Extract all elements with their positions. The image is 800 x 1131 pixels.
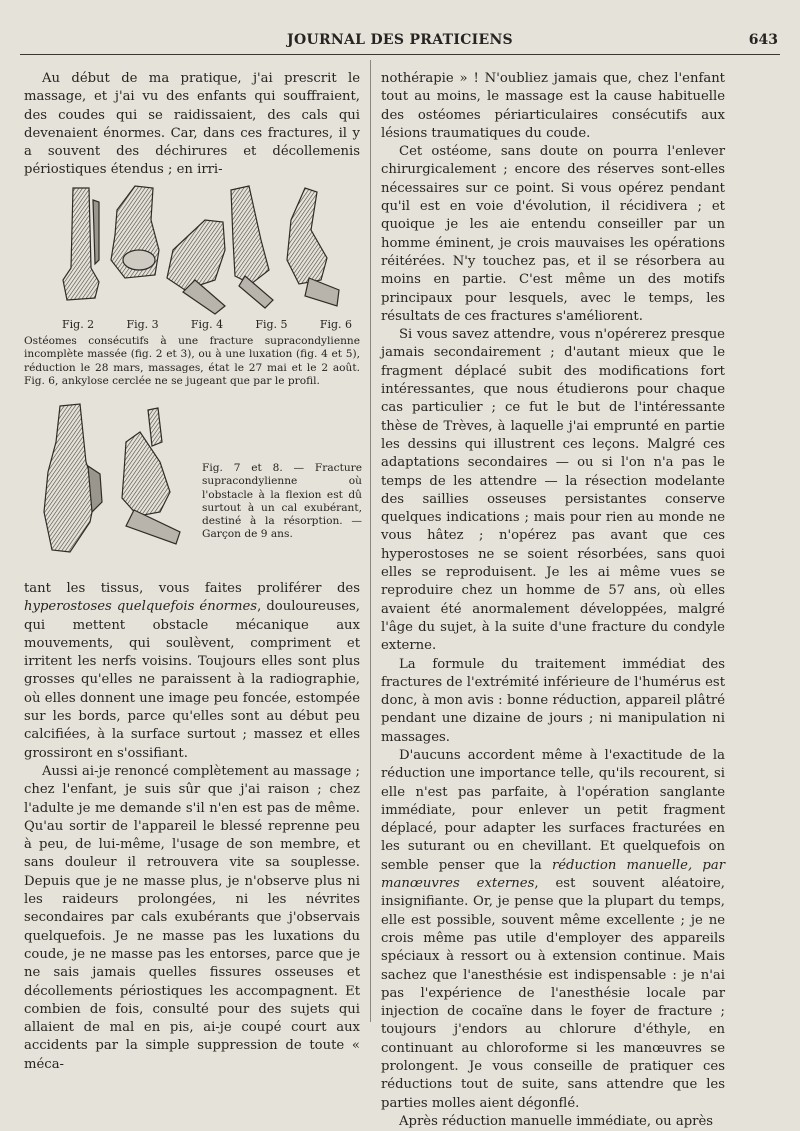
figure-bones-7-8 xyxy=(30,402,190,558)
paragraph: nothérapie » ! N'oubliez jamais que, chez l'enfant tout au moins, le massage est la cause habituelle des ostéomes périarticulaires consécutifs aux lésions traumatiques du coude. xyxy=(381,71,725,141)
column-left-bottom xyxy=(24,580,360,1074)
paragraph: Cet ostéome, sans doute on pourra l'enlever chirurgicalement ; encore des réserves sont-elles nécessaires sur ce point. Si vous opérez pendant qu'il est en voie d'évolution, il récidivera ; et quoique je les aie entendu conseiller par un homme éminent, je crois mauvaises les opérations réitérées. N'y touchez pas, et il se résorbera au moins en partie. C'est même un des motifs principaux pour lesquels, avec le temps, les résultats de ces fractures s'améliorent. xyxy=(381,144,725,324)
fig3-drawing xyxy=(111,186,159,278)
fig-label: Fig. 4 xyxy=(190,318,224,331)
paragraph: D'aucuns accordent même à l'exactitude de la réduction une importance telle, qu'ils recourent, si elle n'est pas parfaite, à l'opération sanglante immédiate, pour enlever un petit fragment déplacé, pour adapter les surfaces fracturées en les suturant ou en chevillant. Et quelquefois on semble penser que la réduction manuelle, par manœuvres externes, est souvent aléatoire, insignifiante. Or, je pense que la plupart du temps, elle est possible, souvent même excellente ; je ne crois même pas utile d'employer des appareils spéciaux à ressort ou à extension continue. Mais sachez que l'anesthésie est indispensable : je n'ai pas l'expérience de l'anesthésie locale par injection de cocaïne dans le foyer de fracture ; toujours j'endors au chlorure d'éthyle, en continuant au chloroforme si les manœuvres se prolongent. Je vous conseille de pratiquer ces réductions tout de suite, sans attendre que les parties molles aient dégonflé. xyxy=(381,747,725,1111)
paragraph: Si vous savez attendre, vous n'opérerez presque jamais secondairement ; d'autant mieux que le fragment déplacé subit des modifications fort intéressantes, que nous étudierons pour chaque cas particulier ; ce fut le but de l'intéressante thèse de Trèves, à laquelle j'ai emprunté en partie les dessins qui illustrent ces leçons. Malgré ces adaptations secondaires — ou si l'on n'a pas le temps de les attendre — la résection modelante des saillies osseuses persistantes conserve quelques indications ; mais pour rien au monde ne vous hâtez ; n'opérez pas avant que ces hyperostoses ne se soient résorbées, sans quoi elles se reproduisent. Je les ai même vues se reproduire chez un homme de 57 ans, où elles avaient été anormalement développées, malgré l'âge du sujet, à la suite d'une fracture du condyle externe. xyxy=(381,327,725,654)
column-divider xyxy=(370,60,371,1022)
paragraph: Aussi ai-je renoncé complètement au massage ; chez l'enfant, je suis sûr que j'ai raison ; chez l'adulte je me demande s'il n'en est pas de même. Qu'au sortir de l'appareil le blessé reprenne peu à peu, de lui-même, l'usage de son membre, et sans douleur il retrouvera vite sa souplesse. Depuis que je ne masse plus, je n'observe plus ni les raideurs prolongées, ni les névrites secondaires par cals exubérants que j'observais quelquefois. Je ne masse pas les luxations du coude, je ne masse pas les entorses, parce que je ne sais jamais quelles fissures osseuses et décollements périostiques les accompagnent. Et combien de fois, consulté pour des sujets qui allaient de mal en pis, ai-je coupé court aux accidents par la simple suppression de toute « méca- xyxy=(24,763,360,1072)
fig2-drawing xyxy=(63,188,99,300)
fig8-drawing xyxy=(122,408,180,544)
fig5-drawing xyxy=(231,186,273,308)
figure1-labels xyxy=(62,318,352,331)
journal-title: JOURNAL DES PRATICIENS xyxy=(287,32,513,48)
fig-label: Fig. 6 xyxy=(319,318,352,331)
fig4-drawing xyxy=(167,220,225,314)
figure1-caption: Ostéomes consécutifs à une fracture supracondylienne incomplète massée (fig. 2 et 3), ou à une luxation (fig. 4 et 5), réduction le 28 mars, massages, état le 27 mai et le 2 août. Fig. 6, ankylose cerclée ne se jugeant que par le profil. xyxy=(24,335,360,387)
fig-label: Fig. 3 xyxy=(126,318,159,331)
page-number: 643 xyxy=(748,32,778,48)
column-left-top xyxy=(24,70,360,180)
fig7-drawing xyxy=(44,404,102,552)
figure2-caption: Fig. 7 et 8. — Fracture supracondylienne où l'obstacle à la flexion est dû surtout à un cal exubérant, destiné à la résorption. — Garçon de 9 ans. xyxy=(202,462,362,541)
fig-label: Fig. 2 xyxy=(62,318,95,331)
paragraph: Au début de ma pratique, j'ai prescrit le massage, et j'ai vu des enfants qui souffraient, des coudes qui se raidissaient, des cals qui devenaient énormes. Car, dans ces fractures, il y a souvent des déchirures et décollemenis périostiques étendus ; en irri- xyxy=(24,71,360,178)
fig-label: Fig. 5 xyxy=(255,318,288,331)
header-rule xyxy=(20,54,780,55)
paragraph: Après réduction manuelle immédiate, ou après xyxy=(399,1113,714,1129)
figure-bones-2-6 xyxy=(55,180,355,316)
column-right xyxy=(381,70,725,1131)
paragraph: tant les tissus, vous faites proliférer des hyperostoses quelquefois énormes, douloureuses, qui mettent obstacle mécanique aux mouvements, qui soulèvent, compriment et irritent les nerfs voisins. Toujours elles sont plus grosses qu'elles ne paraissent à la radiographie, où elles donnent une image peu foncée, estompée sur les bords, parce qu'elles sont au début peu calcifiées, à la surface surtout ; massez et elles grossiront en s'ossifiant. xyxy=(24,581,360,761)
fig6-drawing xyxy=(287,188,339,306)
paragraph: La formule du traitement immédiat des fractures de l'extrémité inférieure de l'humérus est donc, à mon avis : bonne réduction, appareil plâtré pendant une dizaine de jours ; ni manipulation ni massages. xyxy=(381,656,725,745)
